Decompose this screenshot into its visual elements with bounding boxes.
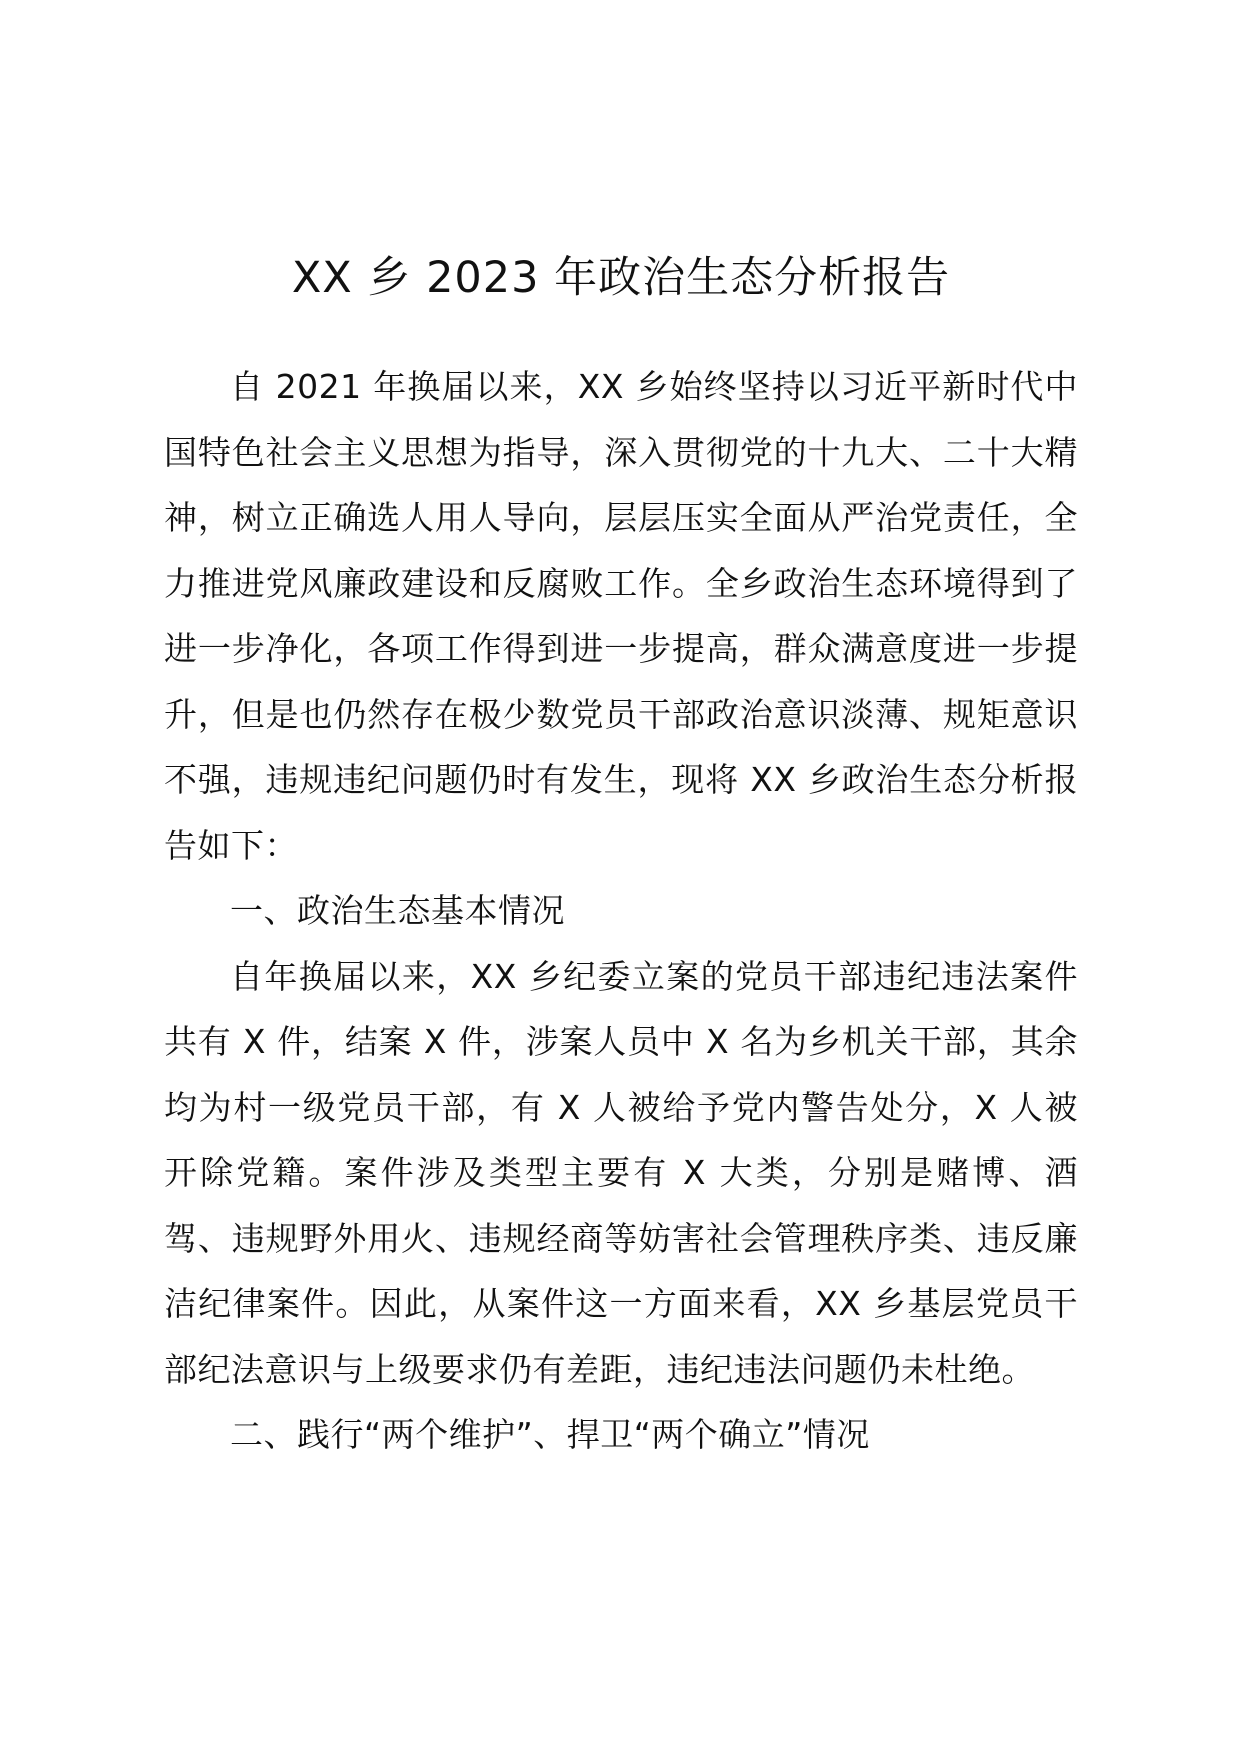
section-1-paragraph: 自年换届以来，XX 乡纪委立案的党员干部违纪违法案件共有 X 件，结案 X 件，涉案人员中 X 名为乡机关干部，其余均为村一级党员干部，有 X 人被给予党内警告处分，X 人被开除党籍。案件涉及类型主要有 X 大类，分别是赌博、酒驾、违规野外用火、违规经商等妨害社会管理秩序类、违反廉洁纪律案件。因此，从案件这一方面来看，XX 乡基层党员干部纪法意识与上级要求仍有差距，违纪违法问题仍未杜绝。: [164, 956, 1078, 1389]
document-title: XX 乡 2023 年政治生态分析报告: [291, 253, 951, 303]
section-1-heading: 一、政治生态基本情况: [230, 891, 565, 930]
section-2-heading: 二、践行“两个维护”、捍卫“两个确立”情况: [230, 1415, 870, 1454]
intro-paragraph: 自 2021 年换届以来，XX 乡始终坚持以习近平新时代中国特色社会主义思想为指导，深入贯彻党的十九大、二十大精神，树立正确选人用人导向，层层压实全面从严治党责任，全力推进党风廉政建设和反腐败工作。全乡政治生态环境得到了进一步净化，各项工作得到进一步提高，群众满意度进一步提升，但是也仍然存在极少数党员干部政治意识淡薄、规矩意识不强，违规违纪问题仍时有发生，现将 XX 乡政治生态分析报告如下：: [164, 367, 1078, 865]
document-content: [164, 246, 1078, 1468]
